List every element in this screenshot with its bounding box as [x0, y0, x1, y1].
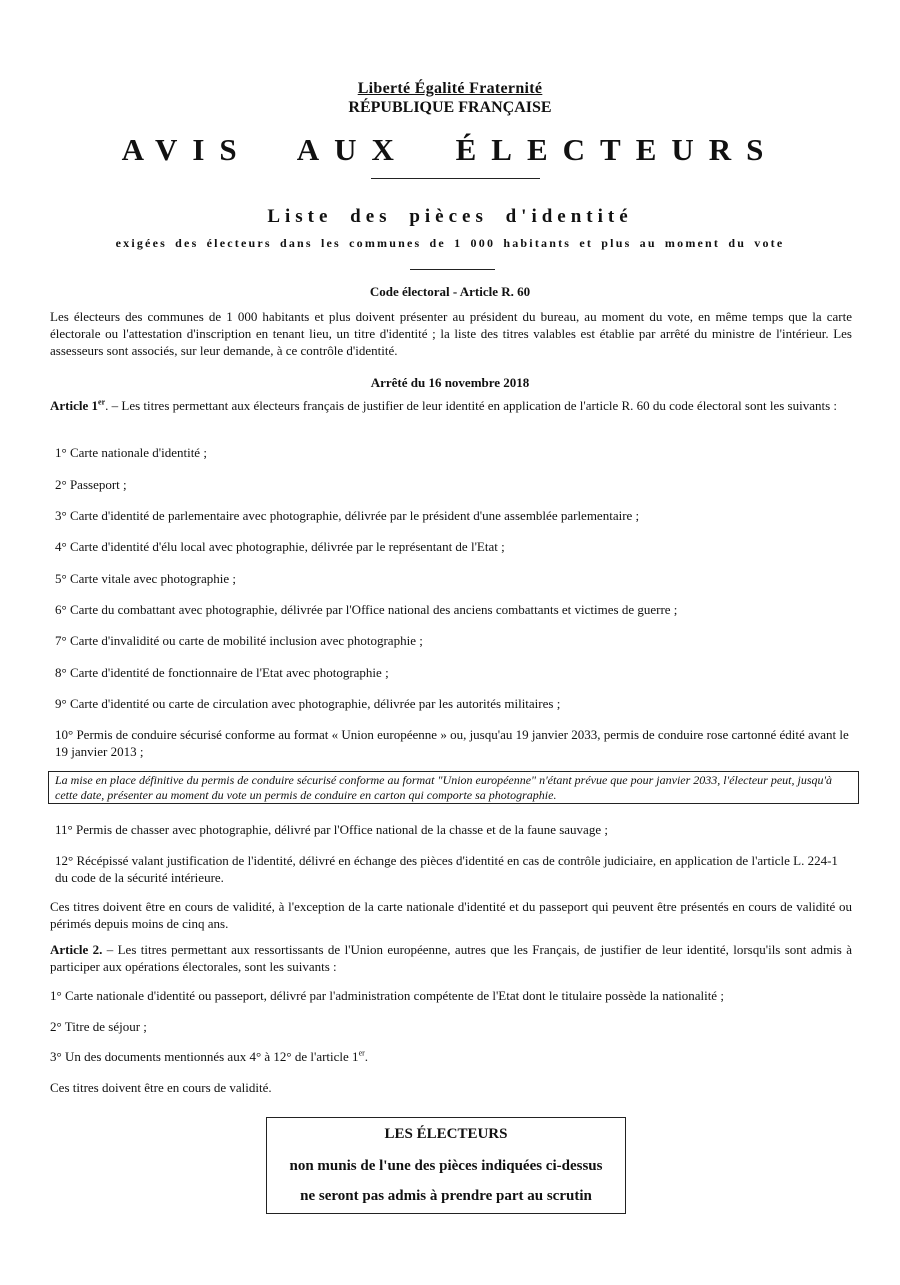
- subtitle-divider: [410, 269, 495, 270]
- article-1-sup: er: [98, 397, 106, 407]
- republic-name: RÉPUBLIQUE FRANÇAISE: [348, 99, 552, 116]
- final-notice-box: [266, 1117, 626, 1214]
- article-2-text: – Les titres permettant aux ressortissants de l'Union européenne, autres que les Français, de justifier de leur identité, lorsqu'ils sont admis à participer aux opérations électorales, sont les suivants :: [50, 942, 852, 974]
- validity-note: Ces titres doivent être en cours de validité, à l'exception de la carte nationale d'identité et du passeport qui peuvent être présentés en cours de validité ou périmés depuis moins de cinq ans.: [50, 899, 852, 931]
- article-2-label: Article 2.: [50, 942, 103, 957]
- list-item: 1° Carte nationale d'identité ou passeport, délivré par l'administration compétente de l'Etat dont le titulaire possède la nationalité ;: [50, 988, 724, 1003]
- article-2-validity: Ces titres doivent être en cours de validité.: [50, 1080, 272, 1095]
- list-item: 3° Carte d'identité de parlementaire avec photographie, délivrée par le président d'une assemblée parlementaire ;: [55, 508, 640, 523]
- driving-license-notice: La mise en place définitive du permis de conduire sécurisé conforme au format "Union européenne" n'étant prévue que pour janvier 2033, l'électeur peut, jusqu'à cette date, présenter au moment du vote un permis de conduire en carton qui comporte sa photographie.: [48, 771, 859, 804]
- code-section-paragraph: Les électeurs des communes de 1 000 habitants et plus doivent présenter au président du bureau, au moment du vote, en même temps que la carte électorale ou l'attestation d'inscription en tenant lieu, un titre d'identité ; la liste des titres valables est établie par arrêté du ministre de l'intérieur. Les assesseurs sont associés, sur leur demande, à ce contrôle d'identité.: [50, 309, 852, 358]
- final-notice-line-2: non munis de l'une des pièces indiquées ci-dessus: [289, 1158, 603, 1174]
- list-item: 8° Carte d'identité de fonctionnaire de l'Etat avec photographie ;: [55, 665, 389, 680]
- article-1-text: . – Les titres permettant aux électeurs français de justifier de leur identité en application de l'article R. 60 du code électoral sont les suivants :: [105, 398, 838, 413]
- document-subtitle: Liste des pièces d'identité: [267, 206, 633, 227]
- list-item: 10° Permis de conduire sécurisé conforme au format « Union européenne » ou, jusqu'au 19 janvier 2033, permis de conduire rose cartonné édité avant le 19 janvier 2013 ;: [55, 727, 849, 759]
- document-subtitle-detail: exigées des électeurs dans les communes de 1 000 habitants et plus au moment du vote: [115, 236, 785, 250]
- list-item: 2° Titre de séjour ;: [50, 1019, 147, 1034]
- list-item: 1° Carte nationale d'identité ;: [55, 445, 207, 460]
- republic-motto: Liberté Égalité Fraternité: [357, 80, 543, 97]
- title-divider: [371, 178, 540, 179]
- article-1-paragraph: [50, 397, 847, 414]
- list-item: 9° Carte d'identité ou carte de circulation avec photographie, délivrée par les autorités militaires ;: [55, 696, 561, 711]
- arrete-heading: Arrêté du 16 novembre 2018: [370, 375, 530, 390]
- list-item: 7° Carte d'invalidité ou carte de mobilité inclusion avec photographie ;: [55, 633, 423, 648]
- list-item: 11° Permis de chasser avec photographie, délivré par l'Office national de la chasse et de la faune sauvage ;: [55, 822, 608, 837]
- list-item: 12° Récépissé valant justification de l'identité, délivré en échange des pièces d'identité en cas de contrôle judiciaire, en application de l'article L. 224-1 du code de la sécurité intérieure.: [55, 853, 838, 885]
- list-item: 3° Un des documents mentionnés aux 4° à 12° de l'article 1er.: [50, 1048, 369, 1064]
- code-section-heading: Code électoral - Article R. 60: [369, 284, 531, 299]
- article-1-label: Article 1: [50, 398, 99, 413]
- list-item: 2° Passeport ;: [55, 477, 127, 492]
- list-item: 4° Carte d'identité d'élu local avec photographie, délivrée par le représentant de l'Etat ;: [55, 539, 505, 554]
- page-title: AVIS AUX ÉLECTEURS: [121, 132, 779, 167]
- final-notice-line-1: LES ÉLECTEURS: [384, 1126, 508, 1142]
- article-2-paragraph: [50, 941, 852, 975]
- final-notice-line-3: ne seront pas admis à prendre part au scrutin: [300, 1188, 592, 1204]
- list-item: 5° Carte vitale avec photographie ;: [55, 571, 236, 586]
- list-item: 6° Carte du combattant avec photographie, délivrée par l'Office national des anciens combattants et victimes de guerre ;: [55, 602, 678, 617]
